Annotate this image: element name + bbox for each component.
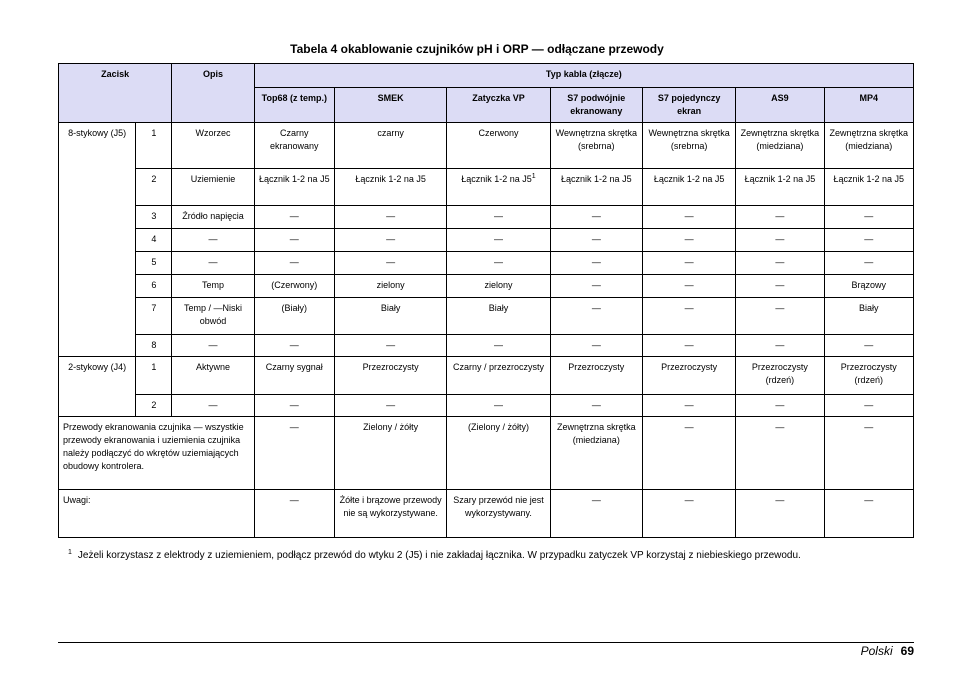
header-col-s7-double: S7 podwójnie ekranowany	[550, 88, 642, 123]
cell: —	[550, 335, 642, 357]
cell: Łącznik 1-2 na J5	[642, 169, 735, 206]
cell: —	[642, 252, 735, 275]
cell: —	[642, 335, 735, 357]
cell: —	[550, 252, 642, 275]
pin-description: —	[172, 395, 254, 417]
footer-rule	[58, 642, 914, 643]
page-number: 69	[900, 644, 914, 658]
cell: —	[447, 395, 550, 417]
group-spacer	[59, 395, 136, 417]
cell: —	[824, 206, 913, 229]
header-opis: Opis	[172, 64, 254, 123]
cell: —	[736, 490, 824, 538]
cell: —	[736, 395, 824, 417]
header-col-top68: Top68 (z temp.)	[254, 88, 334, 123]
cell: Przezroczysty	[642, 357, 735, 395]
cell: —	[550, 490, 642, 538]
cell: —	[550, 275, 642, 298]
cell: Zewnętrzna skrętka (miedziana)	[824, 123, 913, 169]
cell: —	[334, 395, 446, 417]
table-row	[59, 229, 914, 252]
cell: Czarny ekranowany	[254, 123, 334, 169]
cell: —	[334, 206, 446, 229]
header-col-smek: SMEK	[334, 88, 446, 123]
cell: —	[642, 275, 735, 298]
pin-number: 8	[136, 335, 172, 357]
group-label-j4: 2-stykowy (J4)	[59, 357, 136, 395]
cell: Przezroczysty	[550, 357, 642, 395]
cell: —	[642, 229, 735, 252]
cell: —	[642, 298, 735, 335]
cell-text: Łącznik 1-2 na J5	[461, 174, 532, 184]
cell: —	[254, 417, 334, 490]
cell: —	[642, 395, 735, 417]
header-col-as9: AS9	[736, 88, 824, 123]
pin-number: 1	[136, 357, 172, 395]
cell: czarny	[334, 123, 446, 169]
cell: Zielony / żółty	[334, 417, 446, 490]
cell: Przezroczysty (rdzeń)	[824, 357, 913, 395]
cell: Łącznik 1-2 na J5	[254, 169, 334, 206]
table-row	[59, 490, 914, 538]
pin-description: —	[172, 252, 254, 275]
table-row	[59, 417, 914, 490]
cell: —	[736, 229, 824, 252]
cell: —	[447, 206, 550, 229]
cell: Zewnętrzna skrętka (miedziana)	[550, 417, 642, 490]
group-spacer	[59, 252, 136, 275]
cell: —	[824, 229, 913, 252]
footnote-marker: 1	[531, 173, 536, 180]
cell: —	[334, 229, 446, 252]
table-row	[59, 252, 914, 275]
cell: —	[447, 252, 550, 275]
cell: —	[254, 395, 334, 417]
group-label-j5: 8-stykowy (J5)	[59, 123, 136, 169]
group-spacer	[59, 206, 136, 229]
cell: —	[550, 206, 642, 229]
pin-number: 3	[136, 206, 172, 229]
pin-description: Temp	[172, 275, 254, 298]
footnote-number: 1	[68, 548, 72, 556]
group-spacer	[59, 298, 136, 335]
cell: Czerwony	[447, 123, 550, 169]
cell: —	[824, 395, 913, 417]
shield-wires-label: Przewody ekranowania czujnika — wszystkie przewody ekranowania i uziemienia czujnika należy podłączyć do wkrętów uziemiających obudowy kontrolera.	[59, 417, 255, 490]
cell: (Czerwony)	[254, 275, 334, 298]
footnote	[68, 550, 801, 561]
pin-number: 7	[136, 298, 172, 335]
cell: —	[447, 335, 550, 357]
cell: —	[736, 335, 824, 357]
pin-description: Źródło napięcia	[172, 206, 254, 229]
header-col-vp: Zatyczka VP	[447, 88, 550, 123]
cell: Biały	[334, 298, 446, 335]
cell: —	[254, 490, 334, 538]
cell: —	[334, 335, 446, 357]
cell: —	[254, 252, 334, 275]
pin-description: —	[172, 335, 254, 357]
group-spacer	[59, 169, 136, 206]
cell: —	[736, 252, 824, 275]
cell: —	[824, 417, 913, 490]
cell: Żółte i brązowe przewody nie są wykorzystywane.	[334, 490, 446, 538]
header-cable-type: Typ kabla (złącze)	[254, 64, 913, 88]
cell: Czarny / przezroczysty	[447, 357, 550, 395]
cell: Wewnętrzna skrętka (srebrna)	[642, 123, 735, 169]
group-spacer	[59, 229, 136, 252]
pin-description: —	[172, 229, 254, 252]
table-row	[59, 335, 914, 357]
page-footer	[861, 644, 914, 658]
cell: Biały	[824, 298, 913, 335]
cell: —	[254, 335, 334, 357]
cell: —	[550, 229, 642, 252]
pin-number: 2	[136, 169, 172, 206]
cell	[447, 169, 550, 206]
cell: —	[736, 206, 824, 229]
pin-number: 5	[136, 252, 172, 275]
group-spacer	[59, 275, 136, 298]
cell: —	[642, 417, 735, 490]
table-row	[59, 169, 914, 206]
cell: Czarny sygnał	[254, 357, 334, 395]
cell: Przezroczysty (rdzeń)	[736, 357, 824, 395]
cell: zielony	[334, 275, 446, 298]
pin-description: Temp / —Niski obwód	[172, 298, 254, 335]
table-title: Tabela 4 okablowanie czujników pH i ORP — odłączane przewody	[290, 42, 664, 56]
footnote-text: Jeżeli korzystasz z elektrody z uziemieniem, podłącz przewód do wtyku 2 (J5) i nie zakładaj łącznika. W przypadku zatyczek VP korzystaj z niebieskiego przewodu.	[77, 550, 801, 561]
cell: —	[550, 298, 642, 335]
cell: Brązowy	[824, 275, 913, 298]
pin-number: 6	[136, 275, 172, 298]
cell: Szary przewód nie jest wykorzystywany.	[447, 490, 550, 538]
table-row	[59, 395, 914, 417]
cell: —	[824, 335, 913, 357]
cell: Łącznik 1-2 na J5	[550, 169, 642, 206]
cell: —	[824, 490, 913, 538]
cell: Łącznik 1-2 na J5	[736, 169, 824, 206]
cell: —	[736, 298, 824, 335]
cell: zielony	[447, 275, 550, 298]
group-spacer	[59, 335, 136, 357]
pin-number: 2	[136, 395, 172, 417]
cell: —	[736, 417, 824, 490]
footer-language: Polski	[860, 644, 893, 658]
table-row	[59, 357, 914, 395]
cell: —	[447, 229, 550, 252]
header-col-s7-single: S7 pojedynczy ekran	[642, 88, 735, 123]
pin-description: Wzorzec	[172, 123, 254, 169]
cell: —	[550, 395, 642, 417]
cell: Wewnętrzna skrętka (srebrna)	[550, 123, 642, 169]
cell: (Zielony / żółty)	[447, 417, 550, 490]
cell: Zewnętrzna skrętka (miedziana)	[736, 123, 824, 169]
header-zacisk: Zacisk	[59, 64, 172, 123]
cell: —	[642, 490, 735, 538]
table-row	[59, 275, 914, 298]
table-row	[59, 123, 914, 169]
header-col-mp4: MP4	[824, 88, 913, 123]
cell: —	[824, 252, 913, 275]
notes-label: Uwagi:	[59, 490, 255, 538]
cell: Biały	[447, 298, 550, 335]
cell: (Biały)	[254, 298, 334, 335]
table-row	[59, 298, 914, 335]
table-row	[59, 206, 914, 229]
pin-number: 4	[136, 229, 172, 252]
pin-number: 1	[136, 123, 172, 169]
cell: Przezroczysty	[334, 357, 446, 395]
pin-description: Aktywne	[172, 357, 254, 395]
wiring-table	[58, 63, 914, 538]
pin-description: Uziemienie	[172, 169, 254, 206]
cell: Łącznik 1-2 na J5	[334, 169, 446, 206]
cell: —	[736, 275, 824, 298]
cell: —	[642, 206, 735, 229]
cell: —	[254, 206, 334, 229]
cell: —	[334, 252, 446, 275]
cell: —	[254, 229, 334, 252]
cell: Łącznik 1-2 na J5	[824, 169, 913, 206]
